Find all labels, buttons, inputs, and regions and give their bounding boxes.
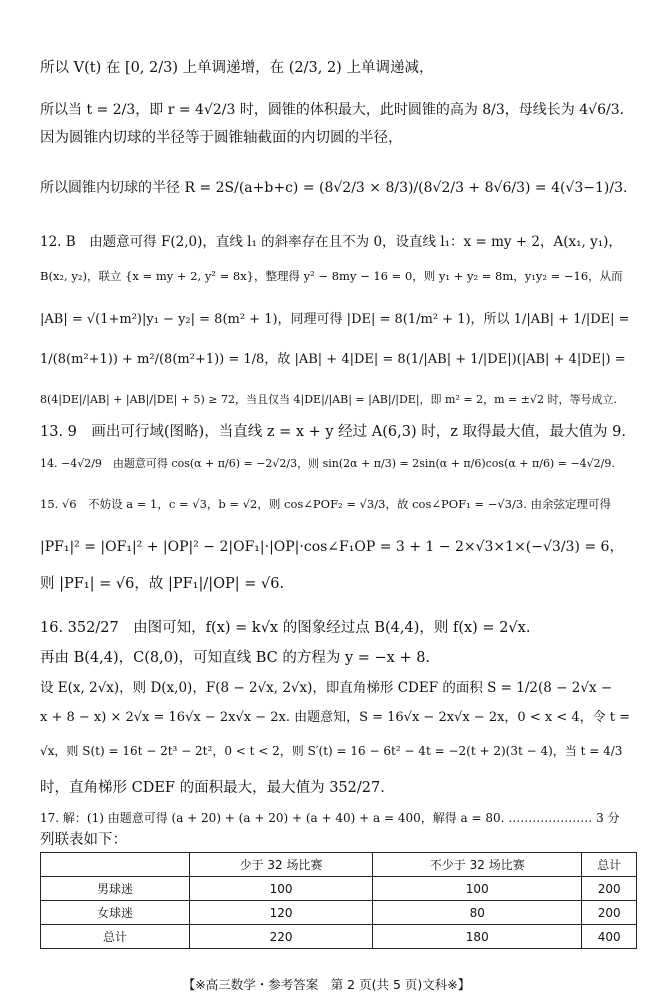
table-cell: 400 (582, 925, 637, 949)
text-line: |PF₁|² = |OF₁|² + |OP|² − 2|OF₁|·|OP|·cos∠F₁OP = 3 + 1 − 2×√3×1×(−√3/3) = 6， (40, 539, 624, 555)
table-cell: 180 (373, 925, 582, 949)
text-line: B(x₂, y₂)，联立 {x = my + 2, y² = 8x}，整理得 y² − 8my − 16 = 0，则 y₁ + y₂ = 8m，y₁y₂ = −16，从而 (40, 269, 623, 283)
table-cell: 总计 (41, 925, 190, 949)
table-cell: 220 (190, 925, 373, 949)
text-line: 1/(8(m²+1)) + m²/(8(m²+1)) = 1/8，故 |AB| + 4|DE| = 8(1/|AB| + 1/|DE|)(|AB| + 4|DE|) = (40, 352, 626, 367)
table-header-cell: 不少于 32 场比赛 (373, 853, 582, 877)
table-header-cell: 总计 (582, 853, 637, 877)
text-line: 列联表如下： (40, 832, 127, 848)
table-header-row (41, 853, 637, 877)
table-cell: 200 (582, 877, 637, 901)
table-cell: 100 (190, 877, 373, 901)
answer-15: 15. √6 不妨设 a = 1，c = √3，b = √2，则 cos∠POF₂ = √3/3，故 cos∠POF₁ = −√3/3. 由余弦定理可得 (40, 497, 611, 511)
text-line: 8(4|DE|/|AB| + |AB|/|DE| + 5) ≥ 72，当且仅当 4|DE|/|AB| = |AB|/|DE|，即 m² = 2，m = ±√2 时，等号成立. (40, 393, 617, 406)
answer-13: 13. 9 画出可行域(图略)，当直线 z = x + y 经过 A(6,3) 时，z 取得最大值，最大值为 9. (40, 424, 626, 440)
page-footer: 【※高三数学・参考答案 第 2 页(共 5 页)文科※】 (182, 977, 471, 992)
text-line: 所以圆锥内切球的半径 R = 2S/(a+b+c) = (8√2/3 × 8/3)/(8√2/3 + 8√6/3) = 4(√3−1)/3. (40, 180, 628, 196)
text-line: 所以 V(t) 在 [0, 2/3) 上单调递增，在 (2/3, 2) 上单调递减， (40, 60, 434, 76)
table-cell: 女球迷 (41, 901, 190, 925)
table-cell: 100 (373, 877, 582, 901)
table-cell: 200 (582, 901, 637, 925)
text-line: 设 E(x, 2√x)，则 D(x,0)，F(8 − 2√x, 2√x)，即直角梯形 CDEF 的面积 S = 1/2(8 − 2√x − (40, 680, 613, 696)
text-line: |AB| = √(1+m²)|y₁ − y₂| = 8(m² + 1)，同理可得 |DE| = 8(1/m² + 1)，所以 1/|AB| + 1/|DE| = (40, 312, 630, 327)
table-cell: 80 (373, 901, 582, 925)
text-line: 因为圆锥内切球的半径等于圆锥轴截面的内切圆的半径， (40, 130, 403, 146)
table-cell: 男球迷 (41, 877, 190, 901)
table-header-cell (41, 853, 190, 877)
answer-14: 14. −4√2/9 由题意可得 cos(α + π/6) = −2√2/3，则 sin(2α + π/3) = 2sin(α + π/6)cos(α + π/6) = −4√2/9. (40, 457, 615, 470)
table-row (41, 877, 637, 901)
table-cell: 120 (190, 901, 373, 925)
table-row (41, 925, 637, 949)
table-header-cell: 少于 32 场比赛 (190, 853, 373, 877)
text-line: 则 |PF₁| = √6，故 |PF₁|/|OP| = √6. (40, 576, 285, 592)
text-line: 时，直角梯形 CDEF 的面积最大，最大值为 352/27. (40, 780, 385, 796)
answer-17: 17. 解：(1) 由题意可得 (a + 20) + (a + 20) + (a + 40) + a = 400，解得 a = 80. ………………… 3 分 (40, 811, 620, 825)
text-line: 再由 B(4,4)，C(8,0)，可知直线 BC 的方程为 y = −x + 8. (40, 650, 431, 666)
text-line: x + 8 − x) × 2√x = 16√x − 2x√x − 2x. 由题意知，S = 16√x − 2x√x − 2x，0 < x < 4，令 t = (40, 710, 631, 725)
text-line: 所以当 t = 2/3，即 r = 4√2/3 时，圆锥的体积最大，此时圆锥的高为 8/3，母线长为 4√6/3. (40, 102, 625, 118)
text-line: √x，则 S(t) = 16t − 2t³ − 2t²，0 < t < 2，则 S′(t) = 16 − 6t² − 4t = −2(t + 2)(3t − 4)，当 t = 4/3 (40, 744, 623, 758)
table-row (41, 901, 637, 925)
answer-12: 12. B 由题意可得 F(2,0)，直线 l₁ 的斜率存在且不为 0，设直线 l₁：x = my + 2，A(x₁, y₁)， (40, 234, 622, 250)
answer-16: 16. 352/27 由图可知，f(x) = k√x 的图象经过点 B(4,4)，则 f(x) = 2√x. (40, 620, 531, 636)
contingency-table (40, 852, 637, 949)
